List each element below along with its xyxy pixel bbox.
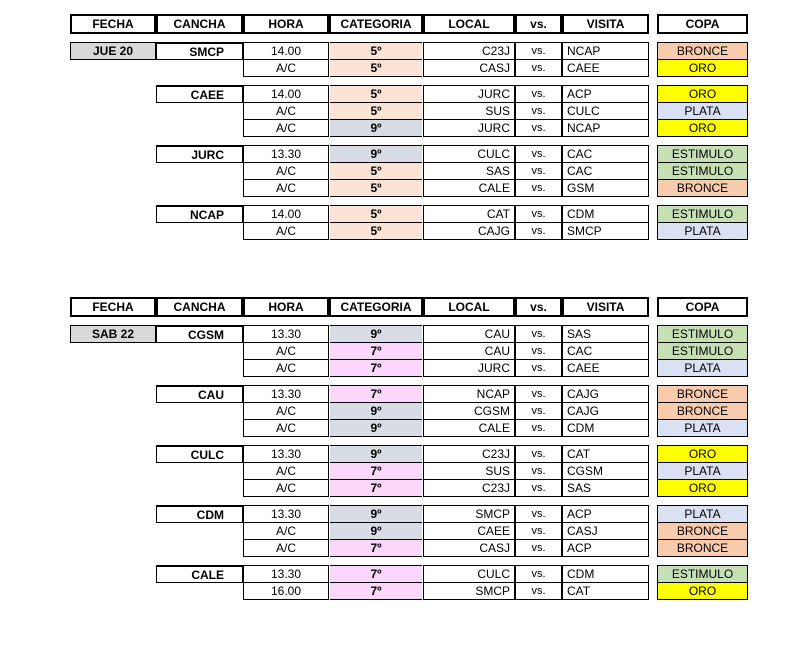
copa-badge: BRONCE: [657, 385, 748, 403]
cancha-label: JURC: [156, 145, 243, 163]
hora-cell: 13.30: [243, 565, 329, 583]
visita-team: ACP: [562, 505, 649, 523]
hora-cell: 13.30: [243, 385, 329, 403]
vs-label: vs.: [515, 522, 562, 540]
vs-label: vs.: [515, 505, 562, 523]
date-label: SAB 22: [70, 325, 156, 343]
visita-team: CGSM: [562, 462, 649, 480]
copa-badge: PLATA: [657, 419, 748, 437]
visita-team: SAS: [562, 479, 649, 497]
vs-label: vs.: [515, 85, 562, 103]
vs-label: vs.: [515, 342, 562, 360]
copa-badge: BRONCE: [657, 179, 748, 197]
local-team: SAS: [423, 162, 515, 180]
categoria-cell: 5º: [330, 102, 422, 120]
hora-cell: A/C: [243, 359, 329, 377]
vs-label: vs.: [515, 582, 562, 600]
local-team: NCAP: [423, 385, 515, 403]
vs-label: vs.: [515, 445, 562, 463]
vs-label: vs.: [515, 145, 562, 163]
vs-label: vs.: [515, 325, 562, 343]
copa-badge: ORO: [657, 59, 748, 77]
cancha-label: SMCP: [156, 42, 243, 60]
vs-label: vs.: [515, 119, 562, 137]
categoria-cell: 5º: [330, 222, 422, 240]
local-team: CALE: [423, 179, 515, 197]
categoria-cell: 9º: [330, 119, 422, 137]
visita-team: CAC: [562, 162, 649, 180]
local-team: CAU: [423, 342, 515, 360]
cancha-header: CANCHA: [156, 297, 243, 317]
copa-badge: ESTIMULO: [657, 325, 748, 343]
hora-cell: 13.30: [243, 145, 329, 163]
vs-label: vs.: [515, 222, 562, 240]
cancha-header: CANCHA: [156, 14, 243, 34]
local-team: JURC: [423, 85, 515, 103]
hora-cell: A/C: [243, 462, 329, 480]
copa-badge: PLATA: [657, 505, 748, 523]
visita-header: VISITA: [562, 297, 649, 317]
categoria-cell: 9º: [330, 145, 422, 163]
categoria-cell: 9º: [330, 522, 422, 540]
vs-label: vs.: [515, 419, 562, 437]
local-team: CULC: [423, 145, 515, 163]
cancha-label: CAEE: [156, 85, 243, 103]
categoria-cell: 7º: [330, 342, 422, 360]
categoria-cell: 9º: [330, 402, 422, 420]
vs-header: vs.: [515, 297, 562, 317]
vs-label: vs.: [515, 359, 562, 377]
visita-team: CAJG: [562, 402, 649, 420]
hora-header: HORA: [243, 14, 329, 34]
visita-team: CAT: [562, 582, 649, 600]
fecha-header: FECHA: [70, 14, 156, 34]
copa-header: COPA: [657, 297, 748, 317]
categoria-cell: 5º: [330, 205, 422, 223]
local-team: CGSM: [423, 402, 515, 420]
visita-team: ACP: [562, 539, 649, 557]
vs-label: vs.: [515, 42, 562, 60]
local-team: CAJG: [423, 222, 515, 240]
hora-cell: A/C: [243, 102, 329, 120]
cancha-label: CAU: [156, 385, 243, 403]
copa-badge: ORO: [657, 582, 748, 600]
hora-cell: A/C: [243, 59, 329, 77]
local-team: CAEE: [423, 522, 515, 540]
copa-header: COPA: [657, 14, 748, 34]
copa-badge: ORO: [657, 85, 748, 103]
hora-cell: 13.30: [243, 325, 329, 343]
copa-badge: BRONCE: [657, 42, 748, 60]
cancha-label: CGSM: [156, 325, 243, 343]
copa-badge: PLATA: [657, 462, 748, 480]
categoria-cell: 9º: [330, 505, 422, 523]
copa-badge: BRONCE: [657, 522, 748, 540]
copa-badge: ESTIMULO: [657, 342, 748, 360]
hora-cell: A/C: [243, 419, 329, 437]
copa-badge: ORO: [657, 119, 748, 137]
copa-badge: ORO: [657, 479, 748, 497]
hora-cell: 14.00: [243, 85, 329, 103]
vs-label: vs.: [515, 179, 562, 197]
visita-team: CAC: [562, 145, 649, 163]
visita-team: GSM: [562, 179, 649, 197]
vs-label: vs.: [515, 565, 562, 583]
hora-header: HORA: [243, 297, 329, 317]
copa-badge: ESTIMULO: [657, 565, 748, 583]
categoria-cell: 9º: [330, 419, 422, 437]
copa-badge: ESTIMULO: [657, 145, 748, 163]
copa-badge: BRONCE: [657, 402, 748, 420]
local-team: SMCP: [423, 582, 515, 600]
local-header: LOCAL: [423, 14, 515, 34]
categoria-header: CATEGORIA: [329, 297, 423, 317]
categoria-cell: 5º: [330, 162, 422, 180]
hora-cell: A/C: [243, 402, 329, 420]
visita-team: CAEE: [562, 359, 649, 377]
hora-cell: 13.30: [243, 445, 329, 463]
categoria-cell: 7º: [330, 479, 422, 497]
local-team: CASJ: [423, 59, 515, 77]
hora-cell: A/C: [243, 479, 329, 497]
vs-label: vs.: [515, 162, 562, 180]
categoria-cell: 5º: [330, 85, 422, 103]
vs-label: vs.: [515, 402, 562, 420]
visita-team: SMCP: [562, 222, 649, 240]
copa-badge: BRONCE: [657, 539, 748, 557]
visita-team: NCAP: [562, 119, 649, 137]
vs-label: vs.: [515, 385, 562, 403]
categoria-cell: 7º: [330, 565, 422, 583]
hora-cell: 13.30: [243, 505, 329, 523]
vs-label: vs.: [515, 59, 562, 77]
vs-label: vs.: [515, 462, 562, 480]
visita-team: SAS: [562, 325, 649, 343]
local-team: CULC: [423, 565, 515, 583]
copa-badge: PLATA: [657, 359, 748, 377]
local-team: CALE: [423, 419, 515, 437]
date-label: JUE 20: [70, 42, 156, 60]
hora-cell: A/C: [243, 179, 329, 197]
visita-team: CAEE: [562, 59, 649, 77]
hora-cell: A/C: [243, 342, 329, 360]
categoria-cell: 5º: [330, 179, 422, 197]
categoria-cell: 9º: [330, 325, 422, 343]
hora-cell: A/C: [243, 162, 329, 180]
local-team: C23J: [423, 445, 515, 463]
categoria-cell: 7º: [330, 582, 422, 600]
vs-label: vs.: [515, 479, 562, 497]
vs-header: vs.: [515, 14, 562, 34]
local-team: C23J: [423, 479, 515, 497]
local-team: JURC: [423, 359, 515, 377]
cancha-label: CALE: [156, 565, 243, 583]
hora-cell: 14.00: [243, 205, 329, 223]
categoria-cell: 5º: [330, 42, 422, 60]
copa-badge: PLATA: [657, 222, 748, 240]
visita-team: NCAP: [562, 42, 649, 60]
visita-header: VISITA: [562, 14, 649, 34]
vs-label: vs.: [515, 102, 562, 120]
cancha-label: NCAP: [156, 205, 243, 223]
local-team: CAU: [423, 325, 515, 343]
local-header: LOCAL: [423, 297, 515, 317]
hora-cell: A/C: [243, 119, 329, 137]
copa-badge: ESTIMULO: [657, 162, 748, 180]
copa-badge: ORO: [657, 445, 748, 463]
hora-cell: 16.00: [243, 582, 329, 600]
visita-team: CDM: [562, 419, 649, 437]
visita-team: ACP: [562, 85, 649, 103]
copa-badge: PLATA: [657, 102, 748, 120]
visita-team: CASJ: [562, 522, 649, 540]
visita-team: CAC: [562, 342, 649, 360]
hora-cell: A/C: [243, 222, 329, 240]
categoria-cell: 5º: [330, 59, 422, 77]
fecha-header: FECHA: [70, 297, 156, 317]
local-team: SUS: [423, 102, 515, 120]
visita-team: CULC: [562, 102, 649, 120]
local-team: CASJ: [423, 539, 515, 557]
vs-label: vs.: [515, 539, 562, 557]
visita-team: CDM: [562, 205, 649, 223]
visita-team: CAT: [562, 445, 649, 463]
cancha-label: CULC: [156, 445, 243, 463]
vs-label: vs.: [515, 205, 562, 223]
copa-badge: ESTIMULO: [657, 205, 748, 223]
categoria-cell: 7º: [330, 359, 422, 377]
visita-team: CAJG: [562, 385, 649, 403]
hora-cell: A/C: [243, 522, 329, 540]
local-team: SUS: [423, 462, 515, 480]
categoria-cell: 7º: [330, 539, 422, 557]
cancha-label: CDM: [156, 505, 243, 523]
categoria-cell: 7º: [330, 385, 422, 403]
local-team: SMCP: [423, 505, 515, 523]
categoria-header: CATEGORIA: [329, 14, 423, 34]
local-team: CAT: [423, 205, 515, 223]
local-team: C23J: [423, 42, 515, 60]
visita-team: CDM: [562, 565, 649, 583]
hora-cell: A/C: [243, 539, 329, 557]
local-team: JURC: [423, 119, 515, 137]
hora-cell: 14.00: [243, 42, 329, 60]
categoria-cell: 9º: [330, 445, 422, 463]
categoria-cell: 7º: [330, 462, 422, 480]
